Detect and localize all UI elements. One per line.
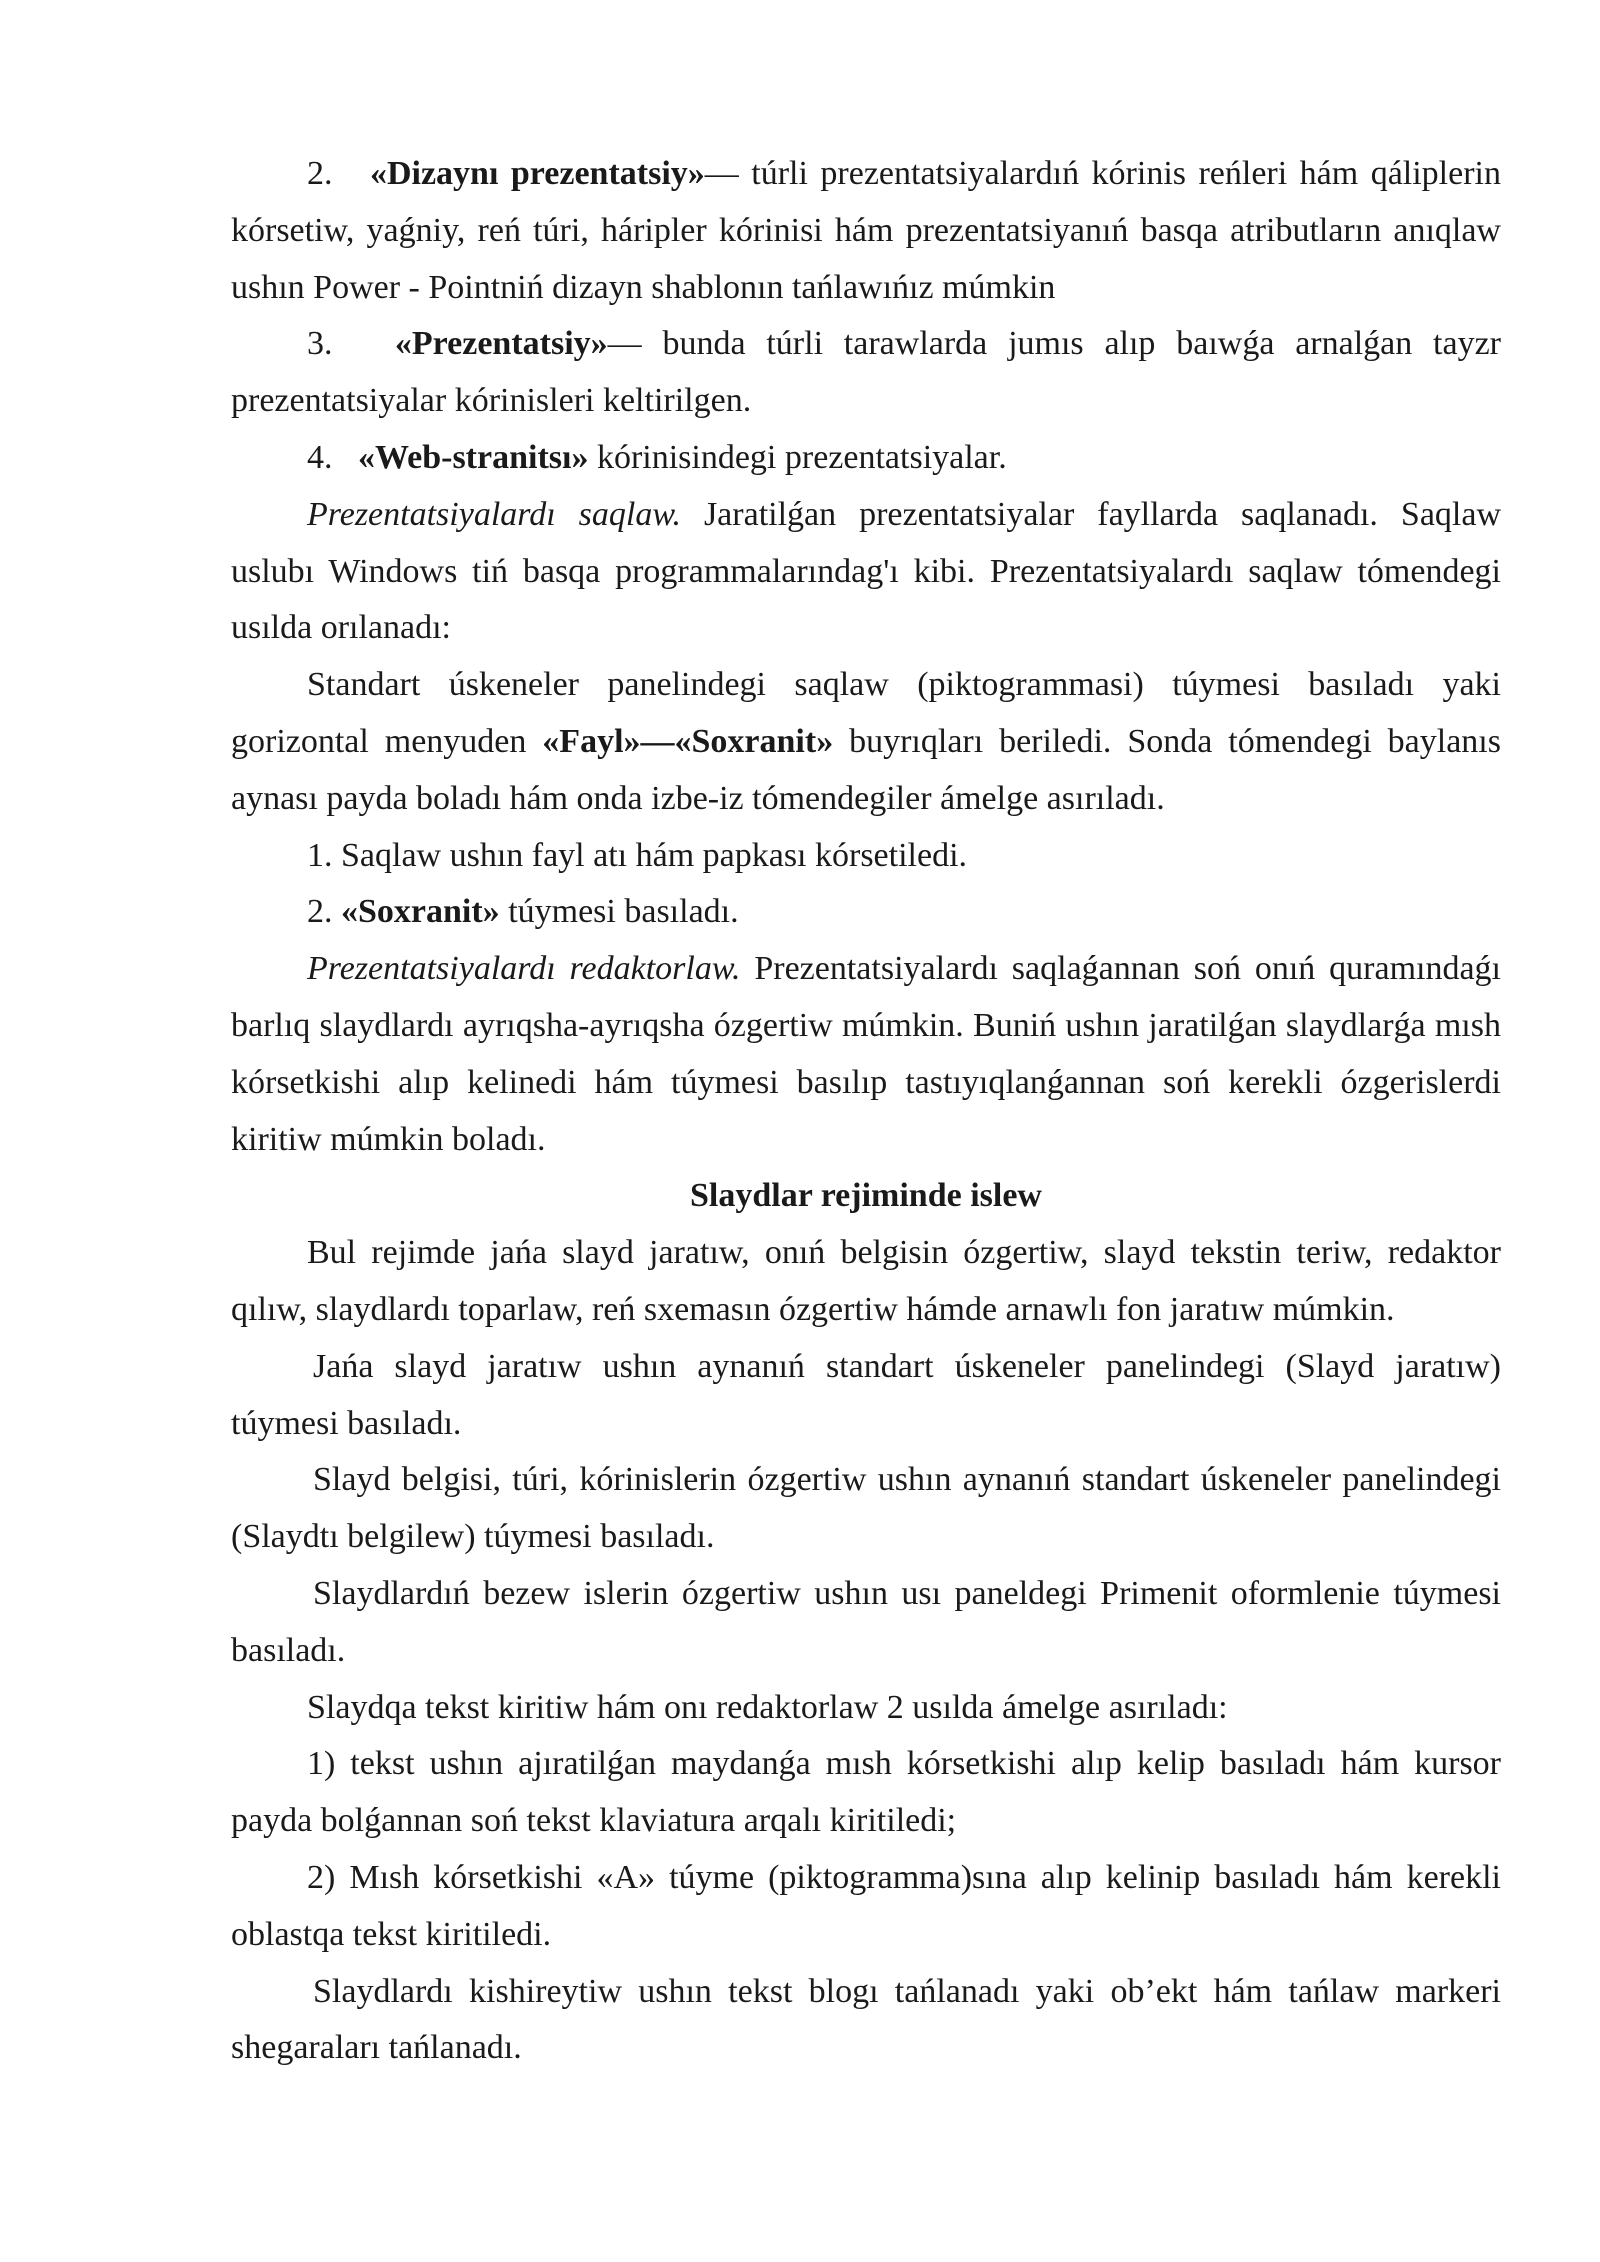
paragraph-step-2 — [231, 884, 1501, 941]
bullet-item-kishireytiw — [231, 1964, 1501, 2078]
paragraph-method-1 — [231, 1736, 1501, 1850]
bullet-item-slayd-belgisi — [231, 1452, 1501, 1566]
paragraph-text: Slaydlardı kishireytiw ushın tekst blogı tańlanadı yaki ob’ekt hám tańlaw markeri shegaraları tańlanadı. — [231, 1972, 1501, 2067]
paragraph-text: Prezentatsiyalardı saqlaǵannan soń onıń quramındaǵı barlıq slaydlardı ayrıqsha-ayrıqsha ózgertiw múmkin. Buniń ushın jaratilǵan slaydlarǵa mısh kórsetkishi alıp kelinedi hám túymesi basılıp tastıyıqlanǵannan soń kerekli ózgerislerdi kiritiw múmkin boladı. — [231, 950, 1501, 1158]
term-soxranit: «Soxranit» — [341, 893, 500, 931]
document-page — [231, 146, 1501, 2077]
term-prezentatsiy: «Prezentatsiy» — [394, 325, 608, 363]
paragraph-text: Slaydlardıń bezew islerin ózgertiw ushın usı paneldegi Primenit oformlenie túymesi basıladı. — [231, 1574, 1501, 1669]
paragraph-text: 1) tekst ushın ajıratilǵan maydanǵa mısh kórsetkishi alıp kelip basıladı hám kursor payda bolǵannan soń tekst klaviatura arqalı kiritiledi; — [231, 1745, 1501, 1840]
term-web-stranitsi: «Web-stranitsı» — [358, 438, 589, 476]
paragraph-step-1 — [231, 828, 1501, 885]
paragraph-text: Jaratilǵan prezentatsiyalar fayllarda saqlanadı. Saqlaw uslubı Windows tiń basqa programmalarındag'ı kibi. Prezentatsiyalardı saqlaw tómendegi usılda orılanadı: — [231, 495, 1501, 647]
item-number: 2. — [307, 155, 333, 192]
term-saqlaw: Prezentatsiyalardı saqlaw. — [307, 495, 681, 533]
item-number: 2. — [307, 893, 341, 931]
paragraph-saqlaw — [231, 487, 1501, 657]
paragraph-text: Slaydqa tekst kiritiw hám onı redaktorlaw 2 usılda ámelge asırıladı: — [307, 1688, 1228, 1726]
bullet-item-bezew — [231, 1566, 1501, 1680]
paragraph-text: — bunda túrli tarawlarda jumıs alıp baıwǵa arnalǵan tayzr prezentatsiyalar kórinisleri keltirilgen. — [231, 325, 1501, 420]
term-dizayn: «Dizaynı prezentatsiy» — [369, 155, 705, 192]
paragraph-method-2 — [231, 1850, 1501, 1964]
paragraph-text: Bul rejimde jańa slayd jaratıw, onıń belgisin ózgertiw, slayd tekstin teriw, redaktor qılıw, slaydlardı toparlaw, reń sxemasın ózgertiw hámde arnawlı fon jaratıw múmkin. — [231, 1234, 1501, 1328]
paragraph-standart — [231, 657, 1501, 827]
paragraph-text: túymesi basıladı. — [499, 893, 739, 931]
item-number: 3. — [307, 325, 333, 363]
paragraph-tekst-kiritiw — [231, 1680, 1501, 1737]
paragraph-text: kórinisindegi prezentatsiyalar. — [588, 438, 1007, 476]
paragraph-prezentatsiy — [231, 316, 1501, 430]
paragraph-web-stranitsi — [231, 430, 1501, 487]
bullet-item-jana-slayd — [231, 1339, 1501, 1453]
paragraph-dizayn — [231, 146, 1501, 316]
paragraph-text: 1. Saqlaw ushın fayl atı hám papkası kórsetiledi. — [307, 836, 968, 874]
paragraph-redaktorlaw — [231, 941, 1501, 1168]
paragraph-rejim — [231, 1225, 1501, 1339]
paragraph-text: Slayd belgisi, túri, kórinislerin ózgertiw ushın aynanıń standart úskeneler panelindegi (Slaydtı belgilew) túymesi basıladı. — [231, 1461, 1501, 1556]
paragraph-text: 2) Mısh kórsetkishi «A» túyme (piktogramma)sına alıp kelinip basıladı hám kerekli oblastqa tekst kiritiledi. — [231, 1858, 1501, 1953]
paragraph-text: — túrli prezentatsiyalardıń kórinis reńleri hám qáliplerin kórsetiw, yaǵniy, reń túri, háripler kórinisi hám prezentatsiyanıń basqa atributların anıqlaw ushın Power - Pointniń dizayn shablonın tańlawıńız múmkin — [231, 155, 1501, 306]
paragraph-text: Jańa slayd jaratıw ushın aynanıń standart úskeneler panelindegi (Slayd jaratıw) túymesi basıladı. — [231, 1347, 1501, 1442]
paragraph-text: Standart úskeneler panelindegi saqlaw (piktogrammasi) túymesi basıladı yaki gorizontal menyuden — [231, 666, 1501, 760]
section-heading: Slaydlar rejiminde islew — [690, 1177, 1042, 1215]
item-number: 4. — [307, 438, 333, 476]
paragraph-text: buyrıqları beriledi. Sonda tómendegi baylanıs aynası payda boladı hám onda izbe-iz tómendegiler ámelge asırıladı. — [231, 722, 1501, 817]
term-fayl-soxranit: «Fayl»—«Soxranit» — [542, 722, 834, 760]
term-redaktorlaw: Prezentatsiyalardı redaktorlaw. — [307, 950, 741, 988]
